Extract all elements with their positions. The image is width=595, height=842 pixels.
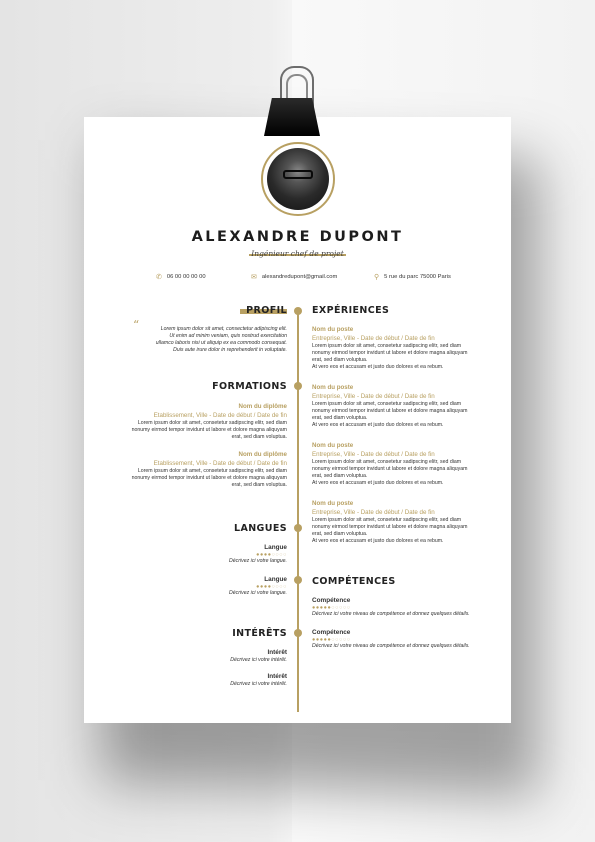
- interest-desc: Décrivez ici votre intérêt.: [230, 681, 287, 687]
- avatar: [267, 148, 329, 210]
- rating-dot-filled: ●: [267, 552, 272, 558]
- rating-dot-filled: ●: [267, 584, 272, 590]
- job-desc: At vero eos et accusam et justo duo dolores et ea rebum.: [312, 480, 444, 487]
- job-desc: erat, sed diam voluptua.: [312, 415, 368, 422]
- degree-place: Etablissement, Ville - Date de début / Date de fin: [153, 412, 287, 419]
- rating-dot-empty: ○: [275, 584, 280, 590]
- rating-dot-empty: ○: [331, 637, 336, 643]
- rating-dot-empty: ○: [342, 637, 347, 643]
- job-desc: erat, sed diam voluptua.: [312, 357, 368, 364]
- interest-item: [150, 672, 287, 688]
- job-desc: At vero eos et accusam et justo duo dolores et ea rebum.: [312, 422, 444, 429]
- section-title-langues: LANGUES: [234, 523, 287, 534]
- interest-desc: Décrivez ici votre intérêt.: [230, 657, 287, 663]
- rating-dot-empty: ○: [279, 584, 284, 590]
- rating-dot-empty: ○: [279, 552, 284, 558]
- rating-dot-empty: ○: [283, 552, 287, 558]
- contact-address: [374, 273, 451, 281]
- job-name: Nom du poste: [312, 326, 354, 333]
- job-desc: Lorem ipsum dolor sit amet, consetetur sadipscing elitr, sed diam: [312, 459, 462, 465]
- rating-dot-empty: ○: [346, 605, 351, 611]
- formation-item: [110, 450, 287, 489]
- address-text: 5 rue du parc 75000 Paris: [384, 274, 451, 280]
- rating-dot-empty: ○: [339, 605, 343, 611]
- phone-text: 06 00 00 00 00: [166, 274, 206, 280]
- rating-dot-empty: ○: [335, 605, 340, 611]
- timeline-dot-formations: [294, 382, 302, 390]
- glasses-shape: [283, 170, 313, 179]
- rating-dot-empty: ○: [275, 552, 280, 558]
- rating-dot-filled: ●: [256, 584, 260, 590]
- formation-item: [110, 402, 287, 441]
- rating-dot-empty: ○: [342, 605, 347, 611]
- job-company: Entreprise, Ville - Date de début / Date de fin: [312, 509, 435, 516]
- contact-email: [251, 273, 337, 281]
- interest-item: [150, 648, 287, 664]
- job-desc: Lorem ipsum dolor sit amet, consetetur sadipscing elitr, sed diam: [312, 401, 462, 407]
- section-title-profil: PROFIL: [246, 305, 287, 316]
- rating-dot-filled: ●: [256, 552, 260, 558]
- rating-dot-filled: ●: [319, 605, 324, 611]
- email-text: alexandredupont@gmail.com: [261, 274, 338, 280]
- skill-desc: Décrivez ici votre niveau de compétence et donnez quelques détails.: [312, 643, 470, 649]
- timeline-dot-profil: [294, 307, 302, 315]
- job-desc: erat, sed diam voluptua.: [312, 473, 368, 480]
- job-desc: nonumy eirmod tempor invidunt ut labore et dolore magna aliquyam: [312, 524, 468, 531]
- job-company: Entreprise, Ville - Date de début / Date de fin: [312, 335, 435, 342]
- email-icon: ✉: [251, 274, 257, 281]
- section-title-competences: COMPÉTENCES: [312, 576, 396, 587]
- job-desc: erat, sed diam voluptua.: [312, 531, 368, 538]
- rating-dot-filled: ●: [263, 552, 268, 558]
- degree-place: Etablissement, Ville - Date de début / Date de fin: [153, 460, 287, 467]
- job-desc: At vero eos et accusam et justo duo dolores et ea rebum.: [312, 538, 444, 545]
- rating-dot-filled: ●: [319, 637, 324, 643]
- section-title-interets: INTÉRÊTS: [232, 628, 287, 639]
- language-item: [150, 543, 287, 565]
- degree-desc: erat, sed diam voluptua.: [231, 434, 287, 441]
- skill-desc: Décrivez ici votre niveau de compétence et donnez quelques détails.: [312, 611, 470, 617]
- rating-dot-filled: ●: [259, 584, 264, 590]
- degree-name: Nom du diplôme: [238, 403, 287, 410]
- timeline-dot-competences: [294, 576, 302, 584]
- job-desc: nonumy eirmod tempor invidunt ut labore et dolore magna aliquyam: [312, 350, 468, 357]
- rating-dot-empty: ○: [331, 605, 336, 611]
- job-title: [84, 249, 511, 258]
- experience-item: [312, 383, 502, 429]
- rating-dot-filled: ●: [259, 552, 264, 558]
- rating-dot-filled: ●: [263, 584, 268, 590]
- rating-dot-empty: ○: [271, 552, 276, 558]
- contact-phone: [156, 273, 206, 281]
- job-desc: Lorem ipsum dolor sit amet, consetetur sadipscing elitr, sed diam: [312, 343, 462, 349]
- skill-item: [312, 628, 502, 650]
- job-desc: nonumy eirmod tempor invidunt ut labore et dolore magna aliquyam: [312, 466, 468, 473]
- skill-label: Compétence: [312, 597, 351, 604]
- profile-photo: [261, 142, 335, 216]
- degree-desc: nonumy eirmod tempor invidunt ut labore et dolore magna aliquyam: [131, 475, 287, 482]
- experience-item: [312, 499, 502, 545]
- rating-dot-empty: ○: [271, 584, 276, 590]
- interest-label: Intérêt: [267, 649, 287, 656]
- job-desc: At vero eos et accusam et justo duo dolores et ea rebum.: [312, 364, 444, 371]
- rating-dot-empty: ○: [335, 637, 340, 643]
- language-desc: Décrivez ici votre langue.: [229, 558, 287, 564]
- skill-label: Compétence: [312, 629, 351, 636]
- rating-dot-empty: ○: [283, 584, 287, 590]
- rating-dot-filled: ●: [312, 637, 316, 643]
- experience-item: [312, 441, 502, 487]
- timeline-dot-interets: [294, 629, 302, 637]
- rating-dot-filled: ●: [323, 605, 328, 611]
- job-name: Nom du poste: [312, 442, 354, 449]
- degree-desc: Lorem ipsum dolor sit amet, consetetur sadipscing elitr, sed diam: [137, 420, 287, 426]
- profile-line: Lorem ipsum dolor sit amet, consectetur adipiscing elit.: [160, 326, 287, 332]
- experience-item: [312, 325, 502, 371]
- job-company: Entreprise, Ville - Date de début / Date de fin: [312, 451, 435, 458]
- degree-desc: nonumy eirmod tempor invidunt ut labore et dolore magna aliquyam: [131, 427, 287, 434]
- rating-dot-filled: ●: [312, 605, 316, 611]
- profile-line: Duis aute irure dolor in reprehenderit in voluptate.: [173, 347, 287, 354]
- interest-label: Intérêt: [267, 673, 287, 680]
- rating-dot-filled: ●: [327, 637, 332, 643]
- job-desc: Lorem ipsum dolor sit amet, consetetur sadipscing elitr, sed diam: [312, 517, 462, 523]
- language-label: Langue: [264, 544, 287, 551]
- location-pin-icon: ⚲: [374, 274, 380, 281]
- profile-line: Ut enim ad minim veniam, quis nostrud exercitation: [169, 333, 287, 340]
- job-title-text: Ingénieur chef de projet: [251, 249, 344, 258]
- profile-line: ullamco laboris nisi ut aliquip ex ea commodo consequat.: [155, 340, 287, 347]
- job-company: Entreprise, Ville - Date de début / Date de fin: [312, 393, 435, 400]
- degree-desc: erat, sed diam voluptua.: [231, 482, 287, 489]
- section-title-formations: FORMATIONS: [212, 381, 287, 392]
- language-label: Langue: [264, 576, 287, 583]
- job-name: Nom du poste: [312, 500, 354, 507]
- timeline-dot-langues: [294, 524, 302, 532]
- degree-desc: Lorem ipsum dolor sit amet, consetetur sadipscing elitr, sed diam: [137, 468, 287, 474]
- rating-dot-filled: ●: [323, 637, 328, 643]
- candidate-name: ALEXANDRE DUPONT: [191, 229, 404, 245]
- rating-dot-empty: ○: [339, 637, 343, 643]
- profile-text: [135, 326, 287, 354]
- binder-clip-icon: [264, 98, 320, 136]
- phone-icon: ✆: [156, 274, 162, 281]
- language-item: [150, 575, 287, 597]
- job-name: Nom du poste: [312, 384, 354, 391]
- rating-dot-filled: ●: [327, 605, 332, 611]
- rating-dot-filled: ●: [315, 605, 320, 611]
- degree-name: Nom du diplôme: [238, 451, 287, 458]
- rating-dot-filled: ●: [315, 637, 320, 643]
- rating-dot-empty: ○: [346, 637, 351, 643]
- skill-item: [312, 596, 502, 618]
- timeline-line: [297, 311, 299, 712]
- job-desc: nonumy eirmod tempor invidunt ut labore et dolore magna aliquyam: [312, 408, 468, 415]
- quote-icon: “: [133, 318, 140, 332]
- language-desc: Décrivez ici votre langue.: [229, 590, 287, 596]
- section-title-experiences: EXPÉRIENCES: [312, 305, 390, 316]
